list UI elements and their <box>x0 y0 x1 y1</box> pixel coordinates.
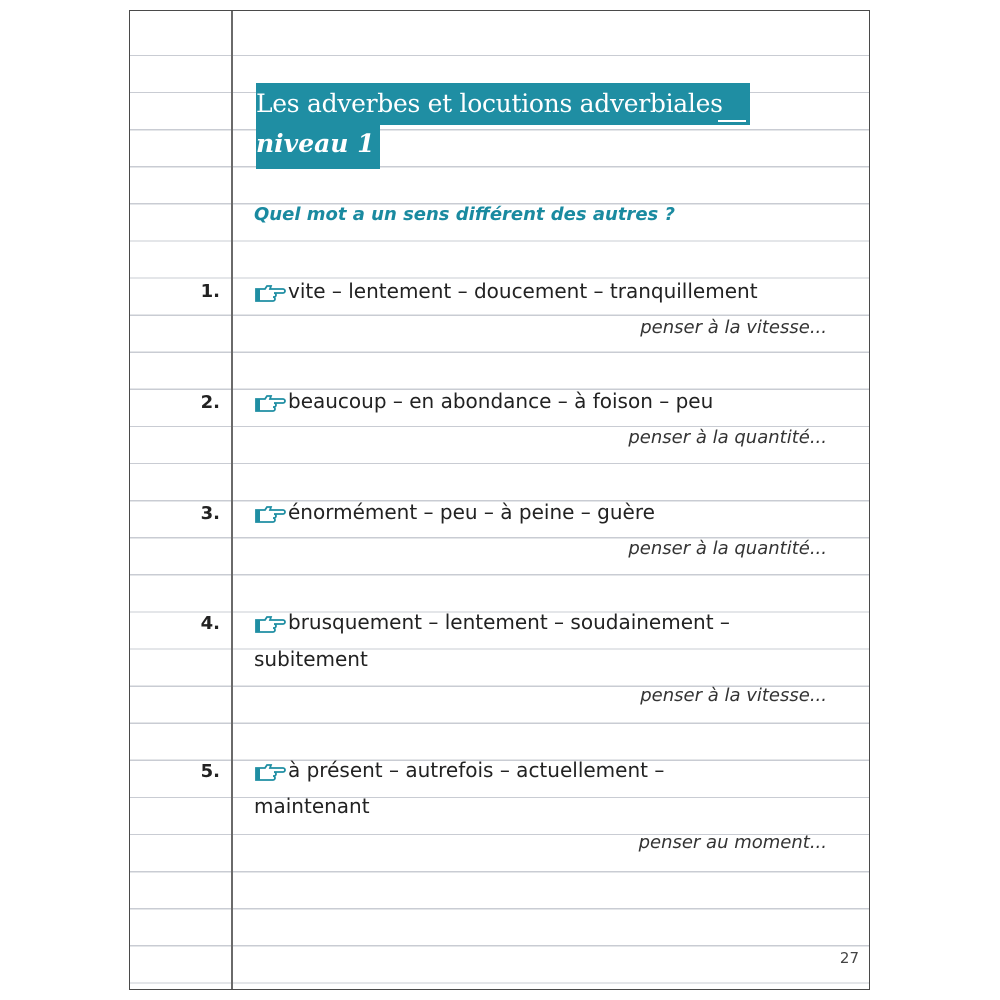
exercise-number: 4. <box>200 613 220 634</box>
level-label: niveau 1 <box>256 129 375 158</box>
exercise-hint: penser au moment... <box>638 832 827 853</box>
exercise-hint: penser à la quantité... <box>628 538 827 559</box>
exercise-number: 3. <box>200 503 220 524</box>
pointing-hand-icon <box>254 283 286 303</box>
exercise-words <box>254 604 730 640</box>
exercise-number: 2. <box>200 392 220 413</box>
pointing-hand-icon <box>254 614 286 634</box>
exercise-hint: penser à la vitesse... <box>640 317 827 338</box>
title-dash <box>718 120 746 122</box>
exercise-words-continued: maintenant <box>254 794 370 818</box>
exercise-words-text: brusquement – lentement – soudainement – <box>288 610 730 634</box>
exercise-words <box>254 494 655 530</box>
exercise-words <box>254 383 713 419</box>
pointing-hand-icon <box>254 504 286 524</box>
page-title: Les adverbes et locutions adverbiales <box>256 89 723 118</box>
exercise-words-text: vite – lentement – doucement – tranquillement <box>288 279 758 303</box>
page-number: 27 <box>839 949 859 967</box>
exercise-words <box>254 752 664 788</box>
exercise-words-text: énormément – peu – à peine – guère <box>288 500 655 524</box>
exercise-words-text: beaucoup – en abondance – à foison – peu <box>288 389 714 413</box>
pointing-hand-icon <box>254 762 286 782</box>
exercise-number: 5. <box>200 761 220 782</box>
exercise-number: 1. <box>200 281 220 302</box>
exercise-words-text: à présent – autrefois – actuellement – <box>288 758 665 782</box>
pointing-hand-icon <box>254 393 286 413</box>
margin-line <box>231 11 233 989</box>
exercise-hint: penser à la vitesse... <box>640 685 827 706</box>
exercise-hint: penser à la quantité... <box>628 427 827 448</box>
exercise-words-continued: subitement <box>254 647 368 671</box>
question-prompt: Quel mot a un sens différent des autres ? <box>254 204 675 225</box>
notebook-page <box>129 10 870 990</box>
exercise-words <box>254 273 758 309</box>
